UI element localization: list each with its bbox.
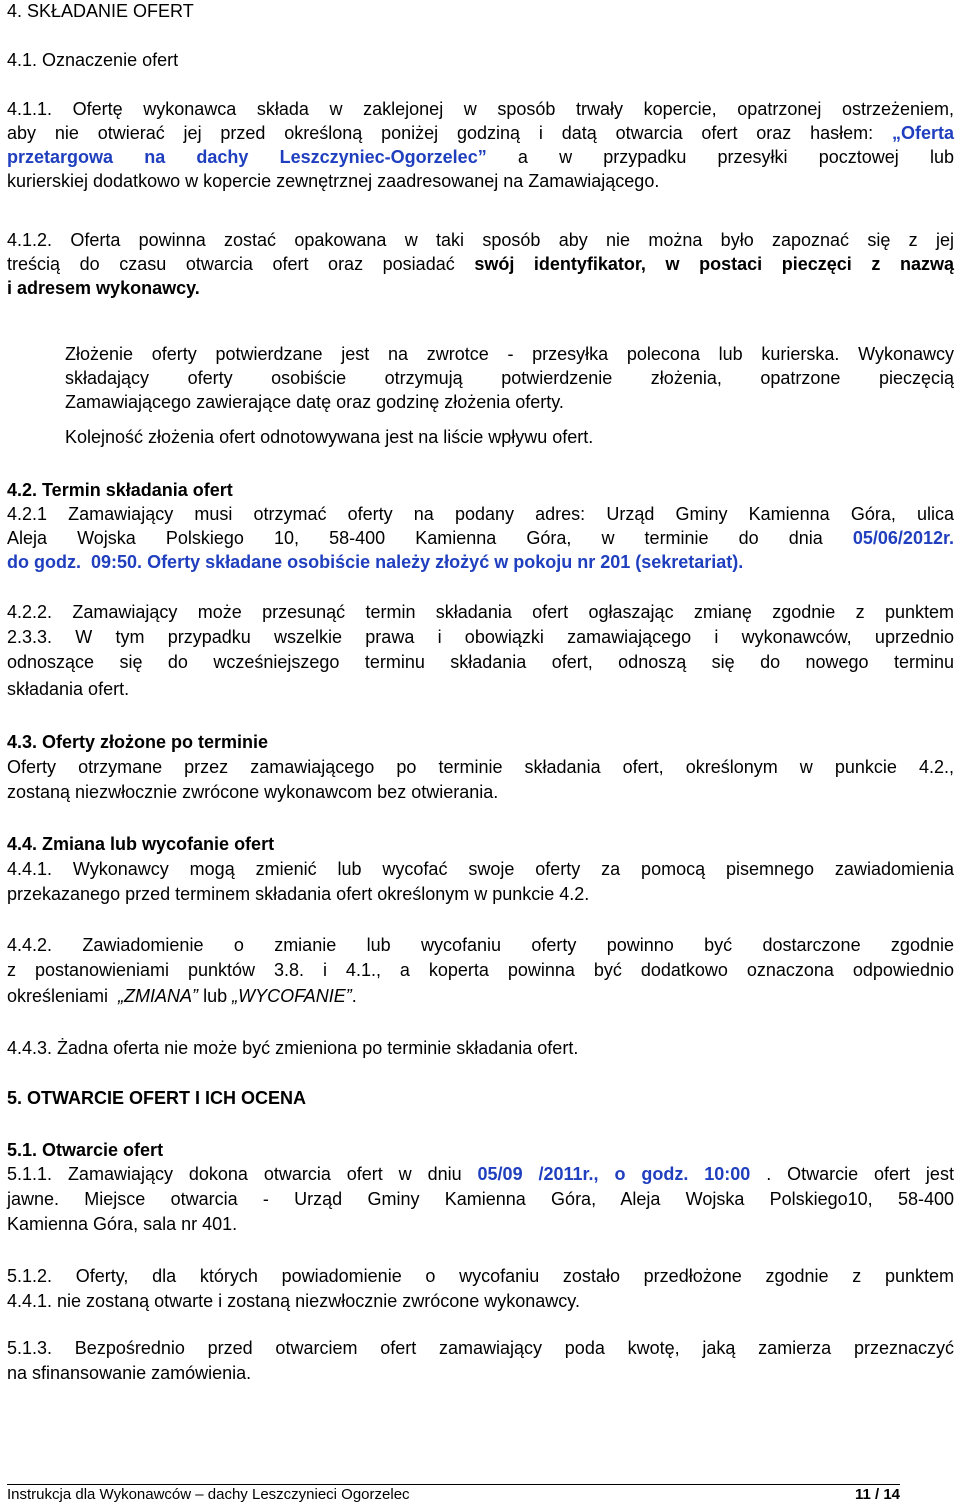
paragraph-5-1-2-line: 4.4.1. nie zostaną otwarte i zostaną niezwłocznie zwrócone wykonawcy. [7,1291,580,1311]
paragraph-4-4-1-line: 4.4.1. Wykonawcy mogą zmienić lub wycofać swoje oferty za pomocą pisemnego zawiadomienia [7,859,954,879]
page-number: 11 / 14 [854,1486,900,1503]
deadline-time: 09:50. [91,552,143,572]
heading-4-1: 4.1. Oznaczenie ofert [7,50,179,70]
paragraph-4-4-2-line: określeniami „ZMIANA” lub „WYCOFANIE”. [7,986,357,1006]
paragraph-5-1-2-line: 5.1.2. Oferty, dla których powiadomienie o wycofaniu zostało przedłożone zgodnie z punktem [7,1266,954,1286]
paragraph-4-2-2-line: 4.2.2. Zamawiający może przesunąć termin składania ofert ogłaszając zmianę zgodnie z punktem [7,602,954,622]
paragraph-4-4-1-line: przekazanego przed terminem składania ofert określonym w punkcie 4.2. [7,884,590,904]
paragraph-4-1-1-line: aby nie otwierać jej przed określoną poniżej godziną i datą otwarcia ofert oraz hasłem: „Oferta [7,123,954,143]
confirmation-line: Złożenie oferty potwierdzane jest na zwrotce - przesyłka polecona lub kurierska. Wykonawcy [65,344,954,364]
paragraph-4-1-1-line: przetargowa na dachy Leszczyniec-Ogorzelec” a w przypadku przesyłki pocztowej lub [7,147,954,167]
heading-section-5: 5. OTWARCIE OFERT I ICH OCENA [7,1088,307,1108]
paragraph-5-1-3-line: 5.1.3. Bezpośrednio przed otwarciem ofert zamawiający poda kwotę, jaką zamierza przeznaczyć [7,1338,954,1358]
heading-section-4: 4. SKŁADANIE OFERT [7,1,194,21]
paragraph-4-2-2-line: składania ofert. [7,679,130,699]
paragraph-4-3-line: Oferty otrzymane przez zamawiającego po terminie składania ofert, określonym w punkcie 4.2., [7,757,954,777]
paragraph-5-1-1-line: Kamienna Góra, sala nr 401. [7,1214,238,1234]
heading-4-2: 4.2. Termin składania ofert [7,480,233,500]
paragraph-4-1-1-line: kurierskiej dodatkowo w kopercie zewnętrznej zaadresowanej na Zamawiającego. [7,171,660,191]
opening-date: 05/09 /2011r., o godz. 10:00 [477,1164,751,1184]
paragraph-4-1-2-line: 4.1.2. Oferta powinna zostać opakowana w taki sposób aby nie można było zapoznać się z jej [7,230,954,250]
paragraph-4-2-2-line: odnoszące się do wcześniejszego terminu składania ofert, odnoszą się do nowego terminu [7,652,954,672]
paragraph-4-2-2-line: 2.3.3. W tym przypadku wszelkie prawa i obowiązki zamawiającego i wykonawców, uprzednio [7,627,954,647]
paragraph-4-1-1-line: 4.1.1. Ofertę wykonawca składa w zaklejonej w sposób trwały kopercie, opatrzonej ostrzeżeniem, [7,99,954,119]
paragraph-4-1-2-line: treścią do czasu otwarcia ofert oraz posiadać swój identyfikator, w postaci pieczęci z nazwą [7,254,954,274]
confirmation-line: Zamawiającego zawierające datę oraz godzinę złożenia oferty. [65,392,564,412]
paragraph-4-2-1-line: do godz. 09:50. Oferty składane osobiście należy złożyć w pokoju nr 201 (sekretariat). [7,552,744,572]
heading-5-1: 5.1. Otwarcie ofert [7,1140,164,1160]
paragraph-4-4-3: 4.4.3. Żadna oferta nie może być zmieniona po terminie składania ofert. [7,1038,579,1058]
deadline-date: 05/06/2012r. [852,528,954,548]
footer-title: Instrukcja dla Wykonawców – dachy Leszczynieci Ogorzelec [7,1486,410,1503]
paragraph-5-1-3-line: na sfinansowanie zamówienia. [7,1363,252,1383]
paragraph-4-4-2-line: z postanowieniami punktów 3.8. i 4.1., a koperta powinna być dodatkowo oznaczona odpowiednio [7,960,954,980]
paragraph-4-4-2-line: 4.4.2. Zawiadomienie o zmianie lub wycofaniu oferty powinno być dostarczone zgodnie [7,935,954,955]
paragraph-4-2-1-line: 4.2.1 Zamawiający musi otrzymać oferty na podany adres: Urząd Gminy Kamienna Góra, ulica [7,504,954,524]
paragraph-4-1-2-line: i adresem wykonawcy. [7,278,200,298]
heading-4-4: 4.4. Zmiana lub wycofanie ofert [7,834,275,854]
paragraph-5-1-1-line: 5.1.1. Zamawiający dokona otwarcia ofert w dniu 05/09 /2011r., o godz. 10:00 . Otwarcie ofert jest [7,1164,954,1184]
heading-4-3: 4.3. Oferty złożone po terminie [7,732,269,752]
paragraph-4-3-line: zostaną niezwłocznie zwrócone wykonawcom bez otwierania. [7,782,499,802]
paragraph-5-1-1-line: jawne. Miejsce otwarcia - Urząd Gminy Kamienna Góra, Aleja Wojska Polskiego10, 58-400 [7,1189,954,1209]
order-note: Kolejność złożenia ofert odnotowywana jest na liście wpływu ofert. [65,427,594,447]
paragraph-4-2-1-line: Aleja Wojska Polskiego 10, 58-400 Kamienna Góra, w terminie do dnia 05/06/2012r. [7,528,954,548]
confirmation-line: składający oferty osobiście otrzymują potwierdzenie złożenia, opatrzone pieczęcią [65,368,954,388]
page-footer [7,1484,900,1504]
